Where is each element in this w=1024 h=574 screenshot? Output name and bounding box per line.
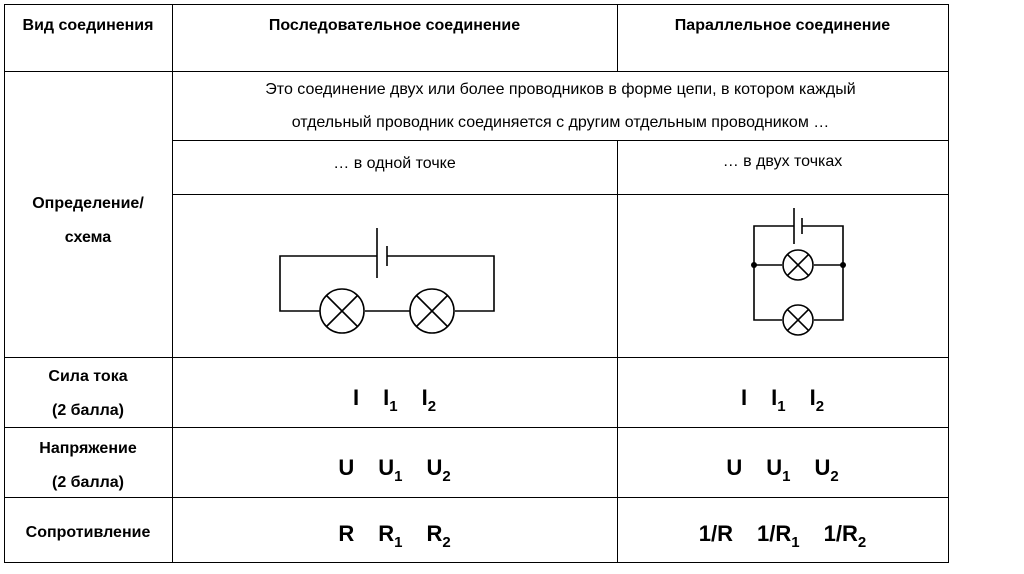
parallel-resistance-total: 1/R [698, 521, 734, 546]
series-point-text: … в одной точке [333, 155, 456, 172]
parallel-lamp-2-icon [783, 305, 813, 335]
current-label [4, 360, 172, 428]
current-label-line2: (2 балла) [51, 402, 124, 419]
series-resistance-total: R [338, 521, 355, 546]
series-voltage-formula [172, 446, 617, 490]
parallel-lamp-1-icon [783, 250, 813, 280]
parallel-junction-right [840, 262, 846, 268]
parallel-wire-top-left [754, 226, 794, 320]
parallel-voltage-first: $U_1$ [766, 455, 791, 485]
voltage-label [4, 432, 172, 500]
voltage-label-line1: Напряжение [39, 440, 137, 457]
parallel-resistance-first: $1/R_1$ [757, 521, 800, 551]
header-parallel: Параллельное соединение [674, 17, 891, 34]
parallel-resistance-formula [617, 512, 948, 556]
parallel-junction-left [751, 262, 757, 268]
current-label-line1: Сила тока [48, 368, 128, 385]
parallel-current-total: I [740, 385, 748, 410]
parallel-current-first: $I_1$ [771, 385, 786, 415]
parallel-voltage-formula [617, 446, 948, 490]
series-voltage-total: U [338, 455, 355, 480]
parallel-voltage-total: U [726, 455, 743, 480]
parallel-wire-top-right [802, 226, 843, 320]
series-current-second: $I_2$ [421, 385, 437, 415]
series-voltage-first: $U_1$ [378, 455, 403, 485]
definition-label-line2: схема [64, 229, 112, 246]
series-resistance-first: $R_1$ [378, 521, 403, 551]
series-current-formula [172, 376, 617, 420]
parallel-resistance-second: $1/R_2$ [823, 521, 867, 551]
parallel-point-text: … в двух точках [722, 153, 843, 170]
voltage-label-line2: (2 балла) [51, 474, 124, 491]
definition-common-line1: Это соединение двух или более проводников в форме цепи, в котором каждый [265, 81, 856, 98]
header-type: Вид соединения [22, 17, 154, 34]
resistance-label: Сопротивление [25, 524, 151, 541]
parallel-current-second: $I_2$ [809, 385, 825, 415]
series-resistance-formula [172, 512, 617, 556]
header-series: Последовательное соединение [268, 17, 521, 34]
parallel-voltage-second: $U_2$ [814, 455, 839, 485]
definition-label-line1: Определение/ [32, 195, 144, 212]
definition-common-line2: отдельный проводник соединяется с другим отдельным проводником … [291, 114, 830, 131]
series-resistance-second: $R_2$ [426, 521, 451, 551]
series-current-total: I [352, 385, 360, 410]
parallel-current-formula [617, 376, 948, 420]
series-current-first: $I_1$ [383, 385, 398, 415]
series-voltage-second: $U_2$ [426, 455, 451, 485]
